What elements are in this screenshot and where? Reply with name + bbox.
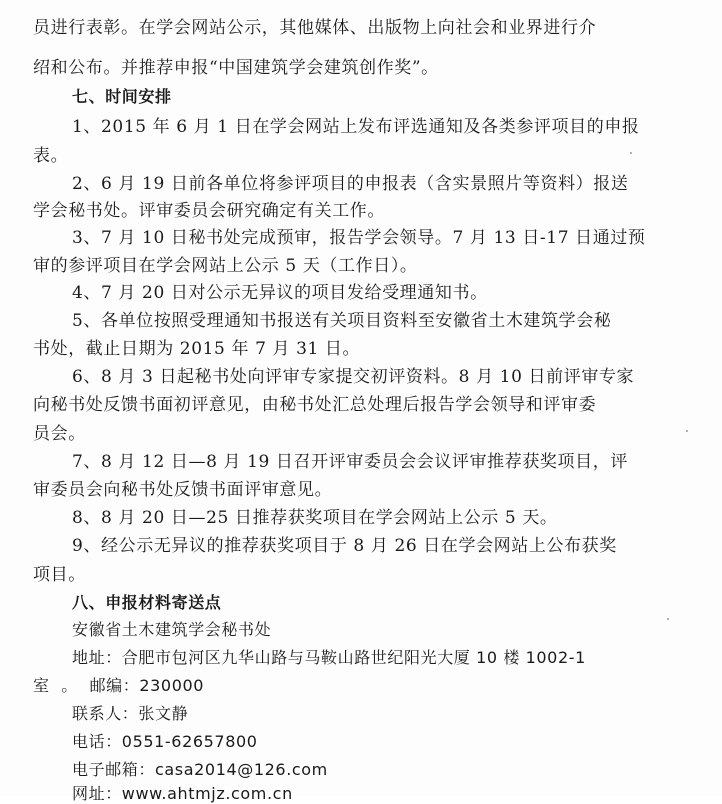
paragraph-line: 项目。 [33, 565, 86, 585]
paragraph-line: 审的参评项目在学会网站上公示 5 天（工作日）。 [33, 256, 418, 276]
paragraph-line: 员会。 [33, 424, 86, 444]
paragraph-line: 2、6 月 19 日前各单位将参评项目的申报表（含实景照片等资料）报送 [72, 174, 629, 194]
paragraph-line: 表。 [33, 146, 69, 166]
paragraph-line: 6、8 月 3 日起秘书处向评审专家提交初评资料。8 月 10 日前评审专家 [72, 367, 635, 387]
contact-org: 安徽省土木建筑学会秘书处 [72, 620, 272, 639]
paragraph-line: 书处，截止日期为 2015 年 7 月 31 日。 [33, 339, 361, 359]
paragraph-line: 4、7 月 20 日对公示无异议的项目发给受理通知书。 [72, 283, 488, 303]
paragraph-line: 学会秘书处。评审委员会研究确定有关工作。 [33, 201, 385, 221]
contact-email: 电子邮箱：casa2014@126.com [72, 760, 328, 779]
section-8-title: 八、申报材料寄送点 [72, 593, 222, 612]
paragraph-line: 绍和公布。并推荐申报“中国建筑学会建筑创作奖”。 [33, 58, 439, 78]
paragraph-line: 5、各单位按照受理通知书报送有关项目资料至安徽省土木建筑学会秘 [72, 311, 612, 331]
paragraph-line: 3、7 月 10 日秘书处完成预审，报告学会领导。7 月 13 日-17 日通过预 [72, 228, 646, 248]
paragraph-line: 员进行表彰。在学会网站公示，其他媒体、出版物上向社会和业界进行介 [33, 18, 597, 38]
paragraph-line: 向秘书处反馈书面初评意见，由秘书处汇总处理后报告学会领导和评审委 [33, 395, 597, 415]
section-7-title: 七、时间安排 [72, 87, 172, 106]
paragraph-line: 审委员会向秘书处反馈书面评审意见。 [33, 480, 333, 500]
paragraph-line: 7、8 月 12 日—8 月 19 日召开评审委员会会议评审推荐获奖项目，评 [72, 452, 628, 472]
scan-speck [667, 618, 669, 620]
contact-address-line2: 室 。 邮编：230000 [33, 676, 205, 695]
contact-website: 网址：www.ahtmjz.com.cn [72, 784, 293, 803]
paragraph-line: 1、2015 年 6 月 1 日在学会网站上发布评选通知及各类参评项目的申报 [72, 117, 640, 137]
contact-phone: 电话：0551-62657800 [72, 732, 258, 751]
scan-speck [630, 152, 632, 154]
paragraph-line: 8、8 月 20 日—25 日推荐获奖项目在学会网站上公示 5 天。 [72, 508, 558, 528]
contact-person: 联系人：张文静 [72, 704, 189, 723]
contact-address-line1: 地址：合肥市包河区九华山路与马鞍山路世纪阳光大厦 10 楼 1002-1 [72, 648, 586, 667]
scan-speck [686, 430, 688, 432]
paragraph-line: 9、经公示无异议的推荐获奖项目于 8 月 26 日在学会网站上公布获奖 [72, 536, 617, 556]
